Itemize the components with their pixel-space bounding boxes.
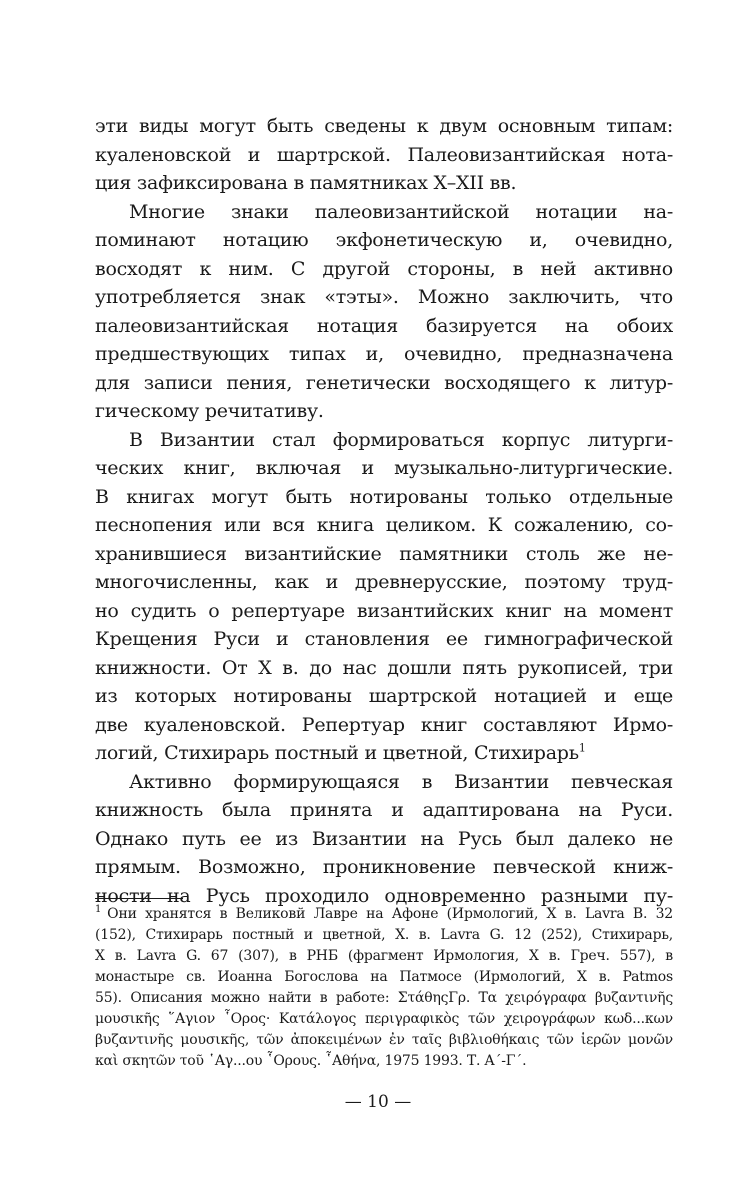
text-line-content: ция зафиксирована в памятниках X–XII вв. xyxy=(95,172,517,194)
text-line-content: В книгах могут быть нотированы только отдельные xyxy=(95,485,673,508)
text-line-content: В Византии стал формироваться корпус литурги- xyxy=(129,428,673,451)
footnote-line xyxy=(95,1051,673,1072)
footnote-line-content: καὶ σκητῶν τοῦ ῾Αγ...ου ῟Ορους. ῟Αθήνα, 1975 1993. Τ. Α΄-Γ΄. xyxy=(95,1053,527,1069)
text-line-content: Многие знаки палеовизантийской нотации на- xyxy=(129,200,673,223)
text-line-content: из которых нотированы шартрской нотацией и еще xyxy=(95,685,673,707)
text-line xyxy=(95,483,673,512)
footnote-separator xyxy=(95,898,183,899)
footnote-line xyxy=(95,925,673,946)
text-line-content: ческих книг, включая и музыкально-литургические. xyxy=(95,457,673,479)
footnote-line-content: βυζαντινῆς μουσικῆς, τῶν ἀποκειμένων ἐν ταῖς βιβλιοθήκαις τῶν ἱερῶν μονῶν xyxy=(95,1032,673,1048)
footnote-line xyxy=(95,967,673,988)
text-line xyxy=(95,597,673,626)
text-line xyxy=(95,141,673,170)
text-line xyxy=(95,454,673,483)
text-line-content: палеовизантийская нотация базируется на обоих xyxy=(95,314,673,337)
text-line-content: употребляется знак «тэты». Можно заключить, что xyxy=(95,286,673,308)
text-line-content: эти виды могут быть сведены к двум основным типам: xyxy=(95,115,673,137)
body-text xyxy=(95,112,673,910)
text-line xyxy=(95,853,673,882)
text-line-content: Активно формирующаяся в Византии певческая xyxy=(129,770,673,793)
text-line-content: восходят к ним. С другой стороны, в ней активно xyxy=(95,257,673,280)
footnote-line xyxy=(95,946,673,967)
text-line-content: поминают нотацию экфонетическую и, очевидно, xyxy=(95,229,673,251)
text-line xyxy=(95,796,673,825)
text-line-content: куаленовской и шартрской. Палеовизантийская нота- xyxy=(95,143,673,166)
text-line xyxy=(95,340,673,369)
text-line xyxy=(95,426,673,455)
text-line xyxy=(95,369,673,398)
text-line xyxy=(95,112,673,141)
page-number: — 10 — xyxy=(344,1092,412,1112)
text-line xyxy=(95,625,673,654)
text-line xyxy=(95,568,673,597)
text-line-content: прямым. Возможно, проникновение певческой книж- xyxy=(95,856,673,878)
text-line-content: книжности. От X в. до нас дошли пять рукописей, три xyxy=(95,656,673,679)
footnote-line-content: X в. Lavra G. 67 (307), в РНБ (фрагмент Ирмология, X в. Греч. 557), в xyxy=(95,948,673,964)
text-line xyxy=(95,255,673,284)
footnote-line xyxy=(95,1009,673,1030)
text-line-content: предшествующих типах и, очевидно, предназначена xyxy=(95,343,673,365)
text-line xyxy=(95,739,673,768)
text-line xyxy=(95,283,673,312)
text-line-content: многочисленны, как и древнерусские, поэтому труд- xyxy=(95,571,673,593)
text-line xyxy=(95,654,673,683)
text-line-content: хранившиеся византийские памятники столь же не- xyxy=(95,542,673,565)
text-line xyxy=(95,711,673,740)
text-line xyxy=(95,169,673,198)
footnotes xyxy=(95,904,673,1072)
footnote-line-content: (152), Стихирарь постный и цветной, X. в. Lavra G. 12 (252), Стихирарь, xyxy=(95,927,673,943)
text-line-content: песнопения или вся книга целиком. К сожалению, со- xyxy=(95,514,673,536)
text-line xyxy=(95,312,673,341)
footnote-line-content: Они хранятся в Великовй Лавре на Афоне (Ирмологий, X в. Lavra B. 32 xyxy=(107,906,673,922)
text-line-content: ности на Русь проходило одновременно разными пу- xyxy=(95,884,673,907)
footnote-line xyxy=(95,988,673,1009)
footnote-line xyxy=(95,904,673,925)
footnote-line xyxy=(95,1030,673,1051)
text-line xyxy=(95,825,673,854)
text-line-content: логий, Стихирарь постный и цветной, Стихирарь xyxy=(95,742,579,764)
footnote-line-content: монастыре св. Иоанна Богослова на Патмосе (Ирмологий, X в. Patmos xyxy=(95,969,673,985)
text-line-content: для записи пения, генетически восходящего к литур- xyxy=(95,371,673,394)
text-line xyxy=(95,768,673,797)
text-line xyxy=(95,226,673,255)
text-line-content: две куаленовской. Репертуар книг составляют Ирмо- xyxy=(95,713,673,736)
text-line-content: но судить о репертуаре византийских книг на момент xyxy=(95,599,673,622)
text-line xyxy=(95,198,673,227)
text-line xyxy=(95,540,673,569)
text-line-content: Крещения Руси и становления ее гимнографической xyxy=(95,628,673,650)
footnote-reference: 1 xyxy=(578,741,586,755)
text-line-content: книжность была принята и адаптирована на Руси. xyxy=(95,799,673,821)
text-line-content: Однако путь ее из Византии на Русь был далеко не xyxy=(95,827,673,850)
text-line xyxy=(95,511,673,540)
text-line-content: гическому речитативу. xyxy=(95,400,324,422)
footnote-line-content: μουσικῆς ῞Αγιον ῟Ορος· Κατάλογος περιγραφικὸς τῶν χειρογράφων κωδ...κων xyxy=(95,1011,673,1027)
text-line xyxy=(95,682,673,711)
footnote-mark: 1 xyxy=(95,904,102,916)
footnote-line-content: 55). Описания можно найти в работе: ΣτάθηςΓρ. Τα χειρόγραφα βυζαντινῆς xyxy=(95,990,673,1006)
text-line xyxy=(95,397,673,426)
